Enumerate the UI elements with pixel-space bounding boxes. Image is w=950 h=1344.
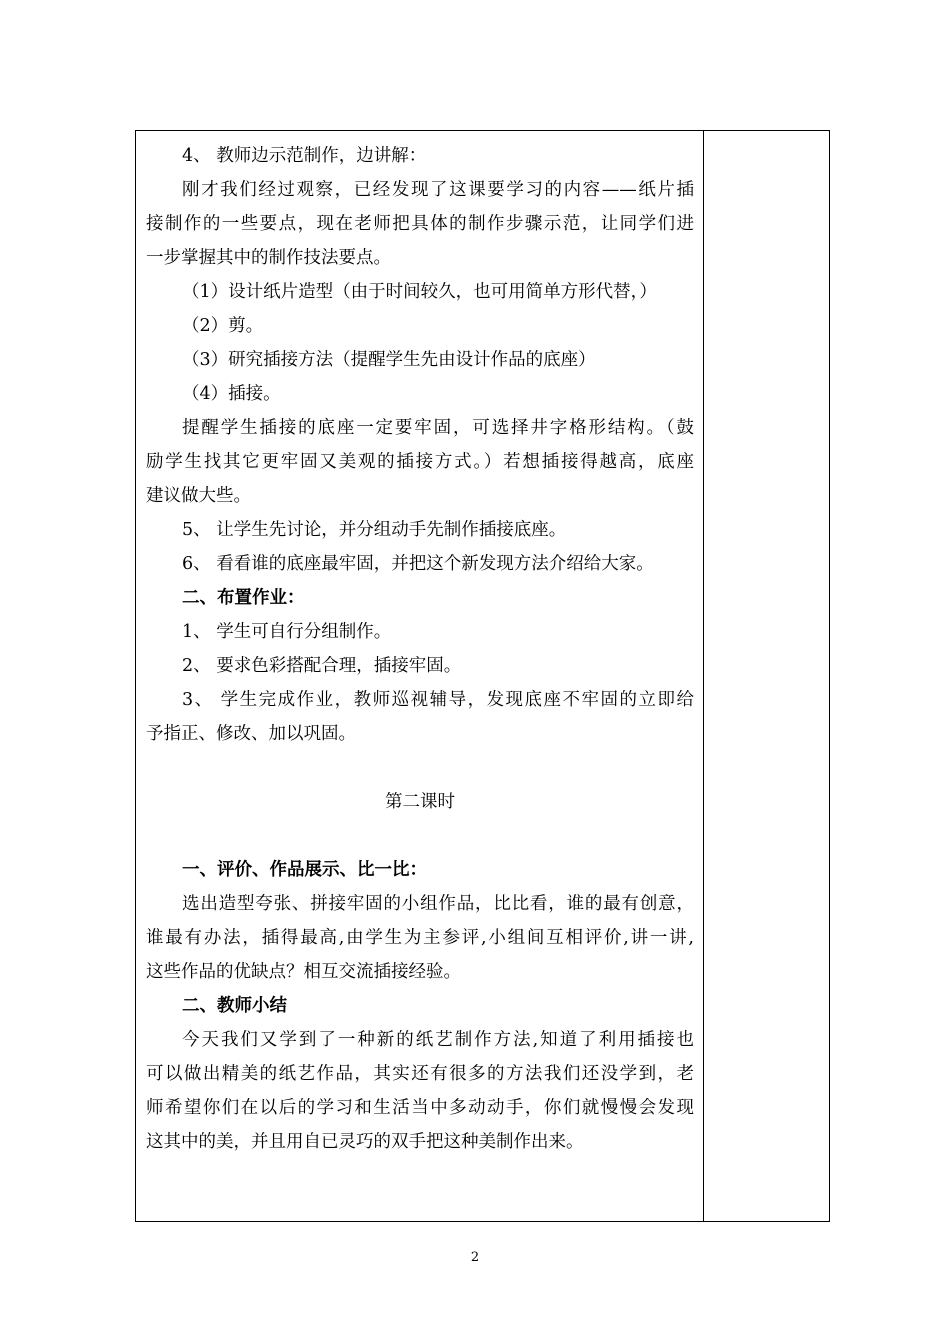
sub-step: （2）剪。 bbox=[182, 316, 264, 336]
paragraph-line: 一步掌握其中的制作技法要点。 bbox=[146, 248, 391, 268]
homework-item: 1、 学生可自行分组制作。 bbox=[182, 622, 392, 642]
step-5: 5、 让学生先讨论，并分组动手先制作插接底座。 bbox=[182, 520, 567, 540]
paragraph-line: 建议做大些。 bbox=[146, 486, 251, 506]
paragraph-line: 刚才我们经过观察，已经发现了这课要学习的内容——纸片插 bbox=[182, 180, 694, 200]
paragraph-line: 选出造型夸张、拼接牢固的小组作品，比比看，谁的最有创意， bbox=[182, 894, 694, 914]
paragraph-line: 这其中的美，并且用自已灵巧的双手把这种美制作出来。 bbox=[146, 1132, 584, 1152]
paragraph-line: 接制作的一些要点，现在老师把具体的制作步骤示范，让同学们进 bbox=[146, 214, 694, 234]
step-6: 6、 看看谁的底座最牢固，并把这个新发现方法介绍给大家。 bbox=[182, 554, 654, 574]
homework-item: 3、 学生完成作业，教师巡视辅导，发现底座不牢固的立即给 bbox=[182, 690, 694, 710]
lesson-content-cell bbox=[146, 139, 694, 1159]
paragraph-line: 今天我们又学到了一种新的纸艺制作方法,知道了利用插接也 bbox=[182, 1030, 694, 1050]
step-4-heading: 4、 教师边示范制作，边讲解： bbox=[182, 146, 427, 166]
page-number: 2 bbox=[470, 1250, 480, 1265]
paragraph-line: 这些作品的优缺点？相互交流插接经验。 bbox=[146, 962, 461, 982]
lesson-2-title: 第二课时 bbox=[385, 792, 455, 812]
paragraph-line: 师希望你们在以后的学习和生活当中多动动手，你们就慢慢会发现 bbox=[146, 1098, 694, 1118]
paragraph-line: 提醒学生插接的底座一定要牢固，可选择井字格形结构。（鼓 bbox=[182, 418, 694, 438]
section-heading: 二、布置作业： bbox=[182, 588, 305, 608]
section-heading: 一、评价、作品展示、比一比： bbox=[182, 860, 427, 880]
paragraph-line: 可以做出精美的纸艺作品，其实还有很多的方法我们还没学到，老 bbox=[146, 1064, 694, 1084]
column-divider bbox=[703, 131, 704, 1221]
paragraph-line: 励学生找其它更牢固又美观的插接方式。）若想插接得越高，底座 bbox=[146, 452, 694, 472]
lesson-table bbox=[135, 130, 830, 1222]
paragraph-line: 谁最有办法，插得最高,由学生为主参评,小组间互相评价,讲一讲, bbox=[146, 928, 694, 948]
spacer bbox=[146, 819, 694, 853]
sub-step: （1）设计纸片造型（由于时间较久，也可用简单方形代替，） bbox=[182, 282, 657, 302]
homework-item: 2、 要求色彩搭配合理，插接牢固。 bbox=[182, 656, 462, 676]
section-heading: 二、教师小结 bbox=[182, 996, 287, 1016]
paragraph-line: 予指正、修改、加以巩固。 bbox=[146, 724, 356, 744]
sub-step: （4）插接。 bbox=[182, 384, 281, 404]
spacer bbox=[146, 751, 694, 785]
sub-step: （3）研究插接方法（提醒学生先由设计作品的底座） bbox=[182, 350, 596, 370]
